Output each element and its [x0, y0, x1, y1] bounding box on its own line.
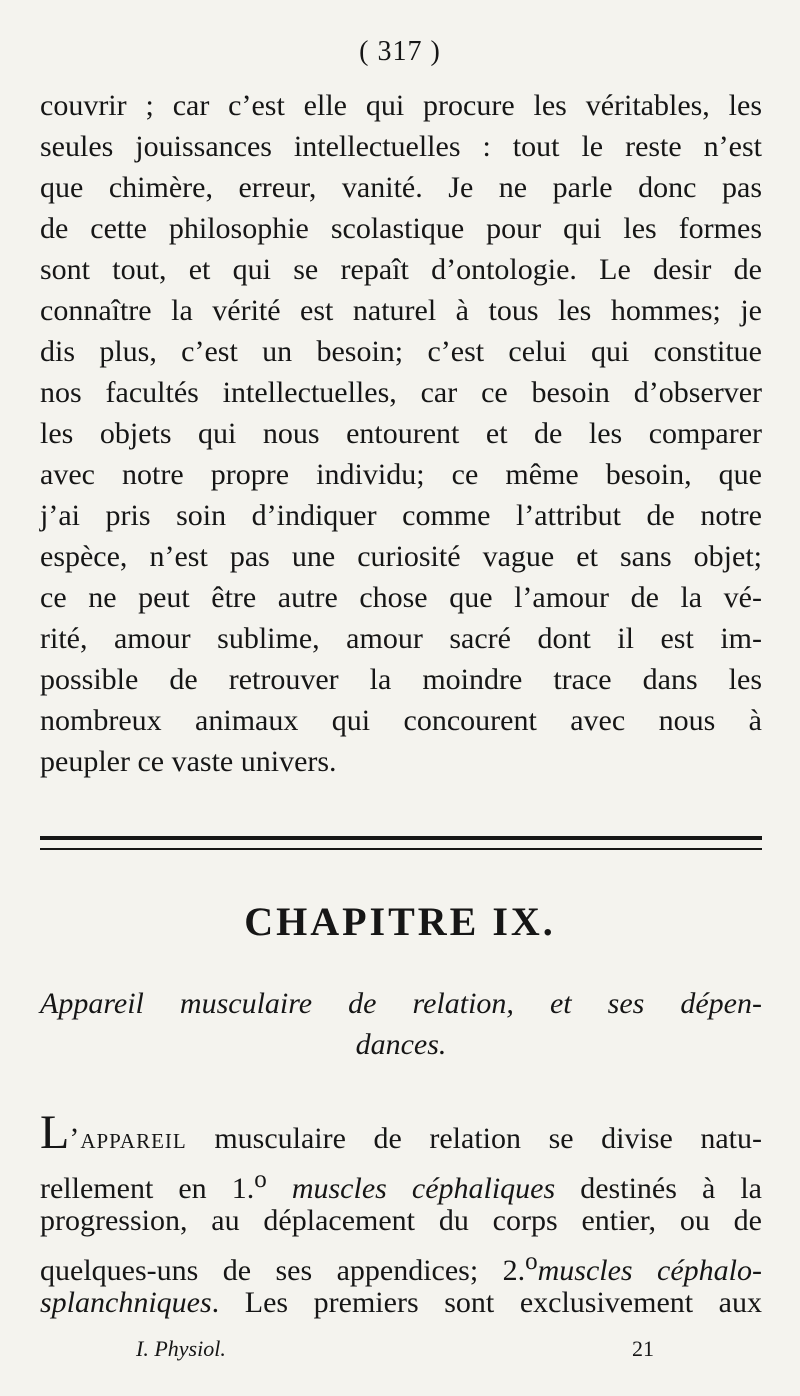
text-line: nos facultés intellectuelles, car ce besoin d’observer	[40, 376, 762, 409]
text-run: . Les premiers sont exclusivement aux	[211, 1286, 762, 1319]
subtitle-line: dances.	[355, 1028, 447, 1061]
text-line: avec notre propre individu; ce même besoin, que	[40, 458, 762, 491]
text-line: peupler ce vaste univers.	[40, 745, 337, 778]
text-line: possible de retrouver la moindre trace dans les	[40, 663, 762, 696]
paragraph-continued	[40, 85, 762, 782]
text-line: seules jouissances intellectuelles : tout le reste n’est	[40, 130, 762, 163]
text-line: sont tout, et qui se repaît d’ontologie. Le desir de	[40, 253, 762, 286]
text-run: rellement en 1.	[40, 1172, 255, 1205]
text-line: progression, au déplacement du corps entier, ou de	[40, 1204, 762, 1237]
text-line: les objets qui nous entourent et de les comparer	[40, 417, 762, 450]
page-footer	[40, 1336, 762, 1366]
small-caps-word: ’appareil	[69, 1122, 187, 1155]
text-line: espèce, n’est pas une curiosité vague et sans objet;	[40, 540, 762, 573]
italic-term: splanchniques	[40, 1286, 212, 1319]
text-line: ce ne peut être autre chose que l’amour de la vé-	[40, 581, 762, 614]
text-line	[40, 1282, 762, 1323]
section-rule-thick	[40, 836, 762, 840]
subtitle-line: Appareil musculaire de relation, et ses dépen-	[40, 987, 762, 1020]
text-line	[40, 1159, 763, 1205]
sheet-number: 21	[632, 1336, 654, 1361]
italic-term: muscles céphaliques	[291, 1172, 556, 1205]
text-run: quelques-uns de ses appendices; 2.	[40, 1254, 526, 1287]
italic-term: muscles céphalo-	[537, 1254, 762, 1287]
drop-cap: L	[40, 1106, 70, 1159]
text-line: dis plus, c’est un besoin; c’est celui qui constitue	[40, 335, 762, 368]
text-line: que chimère, erreur, vanité. Je ne parle donc pas	[40, 171, 762, 204]
section-rule-thin	[40, 848, 762, 850]
page-number: ( 317 )	[359, 36, 441, 67]
paragraph-chapter-opening	[40, 1106, 763, 1323]
text-run: musculaire de relation se divise natu-	[186, 1122, 762, 1155]
text-line: connaître la vérité est naturel à tous les hommes; je	[40, 294, 762, 327]
text-line: de cette philosophie scolastique pour qui les formes	[40, 212, 762, 245]
ordinal-superscript: o	[254, 1166, 267, 1193]
text-line	[40, 1241, 762, 1287]
text-line: nombreux animaux qui concourent avec nous à	[40, 704, 762, 737]
text-line: rité, amour sublime, amour sacré dont il est im-	[40, 622, 762, 655]
text-run: destinés à la	[555, 1172, 763, 1205]
text-line: j’ai pris soin d’indiquer comme l’attribut de notre	[40, 499, 762, 532]
chapter-subtitle	[40, 983, 762, 1065]
signature-mark: I. Physiol.	[136, 1336, 226, 1361]
text-line	[40, 1106, 762, 1159]
chapter-title: CHAPITRE IX.	[244, 899, 556, 944]
ordinal-superscript: o	[525, 1248, 538, 1275]
text-line: couvrir ; car c’est elle qui procure les véritables, les	[40, 89, 762, 122]
